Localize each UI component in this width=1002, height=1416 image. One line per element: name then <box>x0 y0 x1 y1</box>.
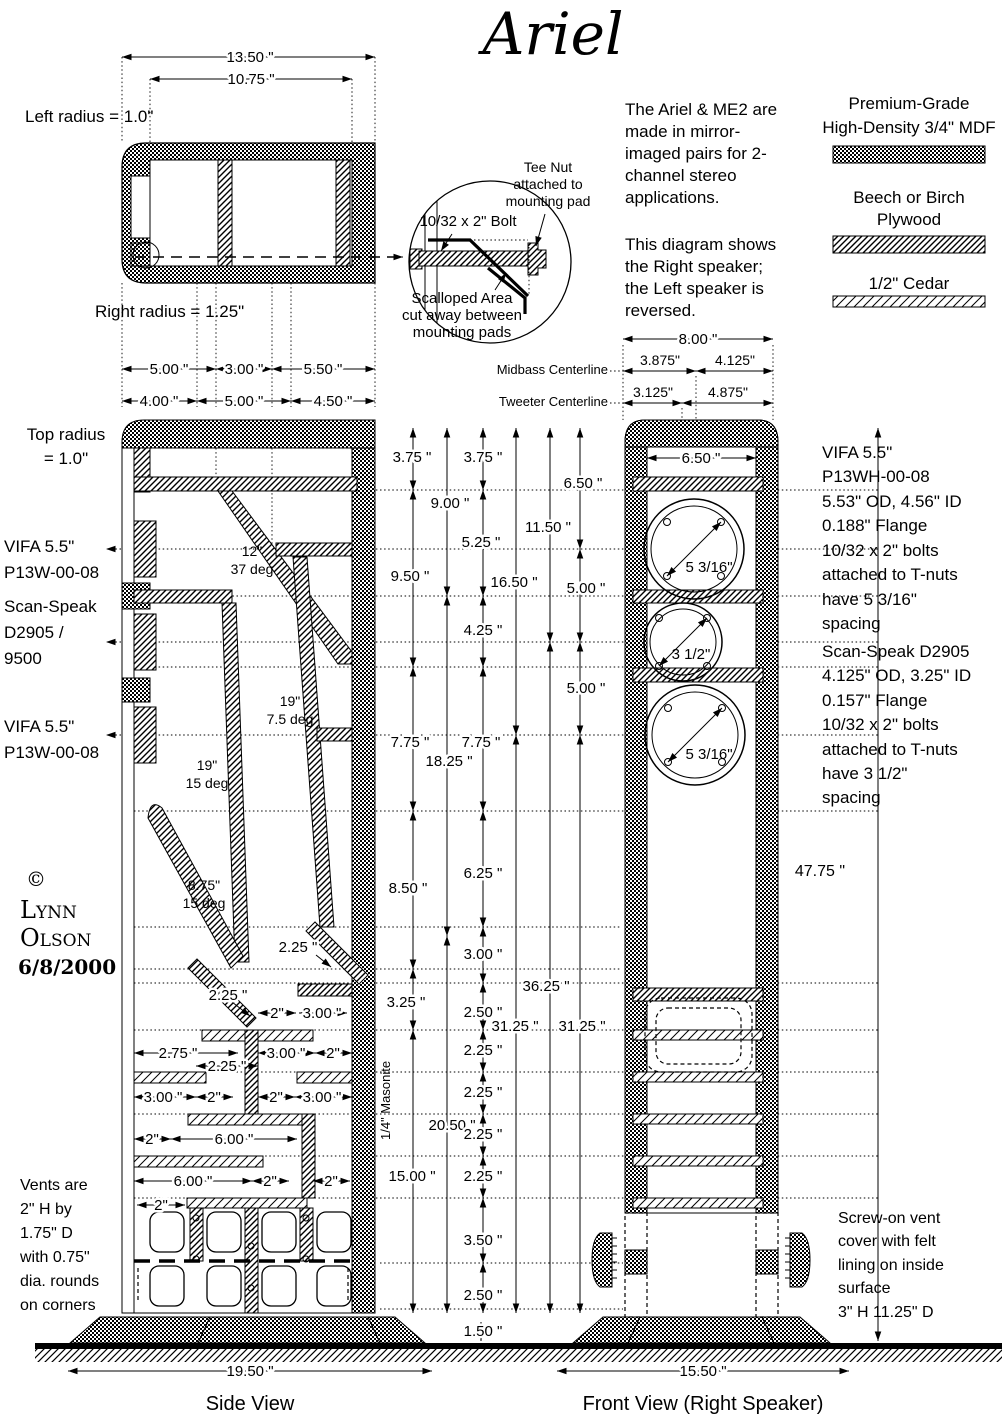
label-angles-a15-1: 15 deg <box>185 775 229 791</box>
top-view-brace <box>218 160 232 266</box>
label-detail-bolt: 10/32 x 2" Bolt <box>419 213 517 230</box>
front-plinth <box>573 1317 830 1343</box>
label-drivers-d3: 5 3/16" <box>685 746 733 763</box>
label-views-side: Side View <box>205 1393 295 1415</box>
label-dims-d2: 2" <box>324 1173 338 1190</box>
cedar-slat <box>134 1072 206 1083</box>
label-angles-a875-1: 15 deg <box>182 895 226 911</box>
label-dims-d625: 6.25 " <box>463 865 503 882</box>
label-angles-a37-1: 37 deg <box>230 561 274 577</box>
label-driver_notes-scan-0: Scan-Speak D2905 <box>822 642 970 661</box>
label-driver_notes-vifa-2: 5.53" OD, 4.56" ID <box>822 492 962 511</box>
label-dims-d300: 3.00 " <box>302 1089 342 1106</box>
label-dims-d425: 4.25 " <box>463 622 503 639</box>
label-detail-tee_nut-0: Tee Nut <box>523 159 573 175</box>
label-driver_notes-scan-4: attached to T-nuts <box>822 740 958 759</box>
top-view-driver-recess <box>131 176 150 238</box>
label-top_view-row2-1: 5.00 " <box>224 393 264 410</box>
label-driver_notes-vifa-1: P13WH-00-08 <box>822 467 930 486</box>
label-dims-d1950: 19.50 " <box>226 1363 274 1380</box>
label-vent_cover_note-1: cover with felt <box>838 1233 936 1250</box>
label-legend-plywood-0: Beech or Birch <box>853 188 965 207</box>
label-notes-pair-4: applications. <box>625 188 720 207</box>
label-views-front: Front View (Right Speaker) <box>582 1393 824 1415</box>
label-left_labels-scan-1: D2905 / <box>4 623 64 642</box>
label-vents_note-3: with 0.75" <box>20 1249 90 1266</box>
label-dims-d3125: 31.25 " <box>558 1018 606 1035</box>
label-left_labels-vifa-1: P13W-00-08 <box>4 743 100 762</box>
label-dims-d2: 2" <box>270 1005 284 1022</box>
label-dims-d225: 2.25 " <box>207 1058 247 1075</box>
legend-mdf-swatch <box>833 146 985 163</box>
front-shell <box>625 420 778 1213</box>
label-left_labels-top_radius-1: = 1.0" <box>43 449 89 468</box>
label-dims-d1500: 15.00 " <box>388 1168 436 1185</box>
label-vent_cover_note-2: lining on inside <box>838 1257 944 1274</box>
label-vents_note-5: on corners <box>20 1297 96 1314</box>
label-dims-d275: 2.75 " <box>158 1045 198 1062</box>
label-dims-d250: 2.50 " <box>463 1004 503 1021</box>
driver-pad <box>134 614 156 670</box>
label-notes-mirror-0: This diagram shows <box>625 235 777 254</box>
label-dims-d1550: 15.50 " <box>679 1363 727 1380</box>
front-brace <box>633 477 763 491</box>
side-top-wall <box>122 420 375 448</box>
label-legend-plywood-1: Plywood <box>876 210 942 229</box>
label-title: Ariel <box>482 0 624 68</box>
label-centerlines-midbass: Midbass Centerline <box>496 362 608 377</box>
label-dims-d2: 2" <box>154 1197 168 1214</box>
label-notes-mirror-1: the Right speaker; <box>625 257 763 276</box>
label-driver_notes-scan-1: 4.125" OD, 3.25" ID <box>822 666 972 685</box>
label-vents_note-1: 2" H by <box>20 1201 72 1218</box>
label-dims-d250: 2.50 " <box>463 1287 503 1304</box>
label-dims-d4775: 47.75 " <box>794 863 845 880</box>
front-slat <box>633 1072 763 1082</box>
label-detail-scallop-0: Scalloped Area <box>411 290 513 307</box>
front-slat <box>633 1156 763 1166</box>
label-top_view-row2-0: 4.00 " <box>139 393 179 410</box>
label-dims-d950: 9.50 " <box>390 568 430 585</box>
label-left_labels-vifa-0: VIFA 5.5" <box>4 537 75 556</box>
label-left_labels-top_radius-0: Top radius <box>26 425 106 444</box>
label-dims-d1825: 18.25 " <box>425 753 473 770</box>
cedar-slat <box>258 1030 313 1041</box>
label-front_top-baffle: 6.50 " <box>681 450 721 467</box>
label-dims-d2: 2" <box>263 1173 277 1190</box>
label-copyright-0: © <box>26 867 46 891</box>
label-driver_notes-scan-6: spacing <box>822 788 881 807</box>
label-angles-a15-0: 19" <box>196 757 218 773</box>
label-driver_notes-vifa-4: 10/32 x 2" bolts <box>822 541 939 560</box>
screw-on-vent-cover <box>592 1233 612 1287</box>
label-angles-a75-0: 19" <box>279 693 301 709</box>
label-front_top-tw_l: 3.125" <box>632 384 674 400</box>
label-dims-d2050: 20.50 " <box>428 1117 476 1134</box>
label-driver_notes-vifa-3: 0.188" Flange <box>822 516 928 535</box>
front-brace <box>633 988 763 1001</box>
bolt-shaft <box>419 251 541 266</box>
label-driver_notes-scan-3: 10/32 x 2" bolts <box>822 715 939 734</box>
label-vent_cover_note-3: surface <box>838 1280 891 1297</box>
label-dims-d650: 6.50 " <box>563 475 603 492</box>
label-dims-d375: 3.75 " <box>392 449 432 466</box>
label-dims-d2: 2" <box>145 1131 159 1148</box>
label-legend-mdf-0: Premium-Grade <box>848 94 970 113</box>
label-top_view-right_radius: Right radius = 1.25" <box>95 302 245 321</box>
side-baffle <box>122 448 134 1313</box>
label-dims-d350: 3.50 " <box>463 1232 503 1249</box>
shelf-brace <box>134 477 357 491</box>
label-copyright-2: Olson <box>20 924 92 952</box>
label-dims-d225: 2.25 " <box>463 1168 503 1185</box>
label-front_top-mb_r: 4.125" <box>714 352 756 368</box>
ground-line <box>35 1343 1002 1349</box>
label-left_labels-scan-2: 9500 <box>4 649 42 668</box>
label-dims-d225: 2.25 " <box>208 987 248 1004</box>
label-dims-d600: 6.00 " <box>173 1173 213 1190</box>
label-notes-pair-3: channel stereo <box>625 166 737 185</box>
label-drivers-d1: 5 3/16" <box>685 559 733 576</box>
label-top_view-dim_w_inner: 10.75 " <box>227 71 275 88</box>
label-detail-scallop-2: mounting pads <box>412 324 512 341</box>
label-legend-cedar: 1/2" Cedar <box>868 274 950 293</box>
leg-block <box>756 1250 778 1274</box>
label-top_view-left_radius: Left radius = 1.0" <box>25 107 154 126</box>
label-vents_note-0: Vents are <box>20 1177 88 1194</box>
label-top_view-row1-1: 3.00 " <box>224 361 264 378</box>
label-front_top-mb_l: 3.875" <box>639 352 681 368</box>
label-front_top-tw_r: 4.875" <box>707 384 749 400</box>
front-left-wall <box>625 447 647 1213</box>
baffle-block <box>122 678 150 702</box>
label-copyright-1: Lynn <box>20 896 77 924</box>
label-dims-d225: 2.25 " <box>463 1042 503 1059</box>
label-driver_notes-scan-5: have 3 1/2" <box>822 764 908 783</box>
label-notes-pair-2: imaged pairs for 2- <box>625 144 767 163</box>
cedar-slat <box>297 1072 352 1083</box>
label-dims-d775: 7.75 " <box>461 734 501 751</box>
label-vents_note-4: dia. rounds <box>20 1273 100 1290</box>
front-slat <box>633 1030 763 1040</box>
label-left_labels-scan-0: Scan-Speak <box>4 597 97 616</box>
front-right-wall <box>756 447 778 1213</box>
label-driver_notes-vifa-6: have 5 3/16" <box>822 590 917 609</box>
label-dims-d1150: 11.50 " <box>525 519 571 536</box>
label-dims-d900: 9.00 " <box>430 495 470 512</box>
cedar-slat <box>187 1198 307 1208</box>
front-view <box>592 420 810 1317</box>
shelf-brace <box>134 590 232 603</box>
label-notes-pair-1: made in mirror- <box>625 122 741 141</box>
label-dims-d500: 5.00 " <box>566 680 606 697</box>
base-and-ground <box>35 1317 1002 1362</box>
label-vent_cover_note-0: Screw-on vent <box>838 1210 941 1227</box>
label-top_view-dim_w_outer: 13.50 " <box>226 49 274 66</box>
screw-on-vent-cover <box>790 1233 810 1287</box>
label-driver_notes-vifa-7: spacing <box>822 614 881 633</box>
label-driver_notes-vifa-0: VIFA 5.5" <box>822 443 893 462</box>
top-view-pad <box>131 243 150 266</box>
side-right-wall <box>352 448 375 1313</box>
legend-plywood-swatch <box>833 236 985 253</box>
label-dims-d850: 8.50 " <box>388 880 428 897</box>
label-vent_cover_note-4: 3" H 11.25" D <box>838 1304 934 1321</box>
label-dims-d3625: 36.25 " <box>522 978 570 995</box>
shelf-brace <box>276 543 352 556</box>
label-detail-tee_nut-1: attached to <box>513 176 583 192</box>
label-dims-d325: 3.25 " <box>386 994 426 1011</box>
vertical-divider <box>245 1030 258 1114</box>
label-dims-d150: 1.50 " <box>463 1323 503 1340</box>
label-dims-masonite: 1/4" Masonite <box>378 1060 393 1140</box>
label-notes-pair-0: The Ariel & ME2 are <box>625 100 778 119</box>
label-dims-d2: 2" <box>207 1089 221 1106</box>
cedar-slat <box>134 1156 263 1167</box>
label-dims-d225: 2.25 " <box>278 939 318 956</box>
label-copyright-3: 6/8/2000 <box>18 955 117 979</box>
label-dims-d225: 2.25 " <box>463 1126 503 1143</box>
driver-pad <box>134 521 156 577</box>
label-dims-d775: 7.75 " <box>390 734 430 751</box>
front-top-wall <box>625 420 778 447</box>
label-angles-a37-0: 12" <box>241 543 263 559</box>
label-top_view-row1-2: 5.50 " <box>303 361 343 378</box>
label-dims-d600: 6.00 " <box>214 1131 254 1148</box>
label-dims-d225: 2.25 " <box>463 1084 503 1101</box>
label-dims-d1650: 16.50 " <box>490 574 538 591</box>
label-dims-d500: 5.00 " <box>566 580 606 597</box>
label-legend-mdf-1: High-Density 3/4" MDF <box>822 118 996 137</box>
label-top_view-row1-0: 5.00 " <box>149 361 189 378</box>
shelf-brace <box>317 728 352 741</box>
label-front_top-w: 8.00 " <box>678 331 718 348</box>
ground-hatch <box>35 1349 1002 1362</box>
label-dims-d300: 3.00 " <box>266 1045 306 1062</box>
label-left_labels-vifa-0: VIFA 5.5" <box>4 717 75 736</box>
legend-cedar-swatch <box>833 296 985 307</box>
label-dims-d375: 3.75 " <box>463 449 503 466</box>
label-dims-d2: 2" <box>326 1045 340 1062</box>
leg-block <box>625 1250 647 1274</box>
label-notes-mirror-3: reversed. <box>625 301 696 320</box>
label-driver_notes-vifa-5: attached to T-nuts <box>822 565 958 584</box>
label-dims-d2: 2" <box>269 1089 283 1106</box>
front-brace <box>633 668 763 682</box>
label-centerlines-tweeter: Tweeter Centerline <box>498 394 608 409</box>
label-dims-d525: 5.25 " <box>461 534 501 551</box>
label-drivers-d2: 3 1/2" <box>671 646 711 663</box>
front-slat <box>633 1114 763 1124</box>
cedar-slat <box>202 1030 245 1041</box>
label-dims-d300: 3.00 " <box>463 946 503 963</box>
side-plinth <box>70 1317 425 1343</box>
line-board-37deg <box>218 491 352 664</box>
vent-divider <box>300 1208 313 1261</box>
top-view-back-board <box>336 160 350 266</box>
cedar-slat <box>188 1114 302 1125</box>
vertical-divider <box>302 1114 315 1198</box>
label-top_view-row2-2: 4.50 " <box>313 393 353 410</box>
label-left_labels-vifa-1: P13W-00-08 <box>4 563 100 582</box>
label-detail-scallop-1: cut away between <box>401 307 523 324</box>
front-slat <box>633 1198 763 1208</box>
label-angles-a75-1: 7.5 deg <box>266 711 314 727</box>
driver-pad <box>134 707 156 763</box>
top-view <box>122 143 396 283</box>
label-dims-d300: 3.00 " <box>302 1005 342 1022</box>
top-view-interior <box>150 160 352 266</box>
label-notes-mirror-2: the Left speaker is <box>625 279 764 298</box>
label-detail-tee_nut-2: mounting pad <box>505 193 591 209</box>
label-vents_note-2: 1.75" D <box>20 1225 73 1242</box>
vent-divider <box>190 1208 203 1261</box>
label-dims-d3125: 31.25 " <box>491 1018 539 1035</box>
label-driver_notes-scan-2: 0.157" Flange <box>822 691 928 710</box>
shelf-brace <box>298 984 352 996</box>
label-angles-a875-0: 8.75" <box>187 877 221 893</box>
label-dims-d300: 3.00 " <box>143 1089 183 1106</box>
